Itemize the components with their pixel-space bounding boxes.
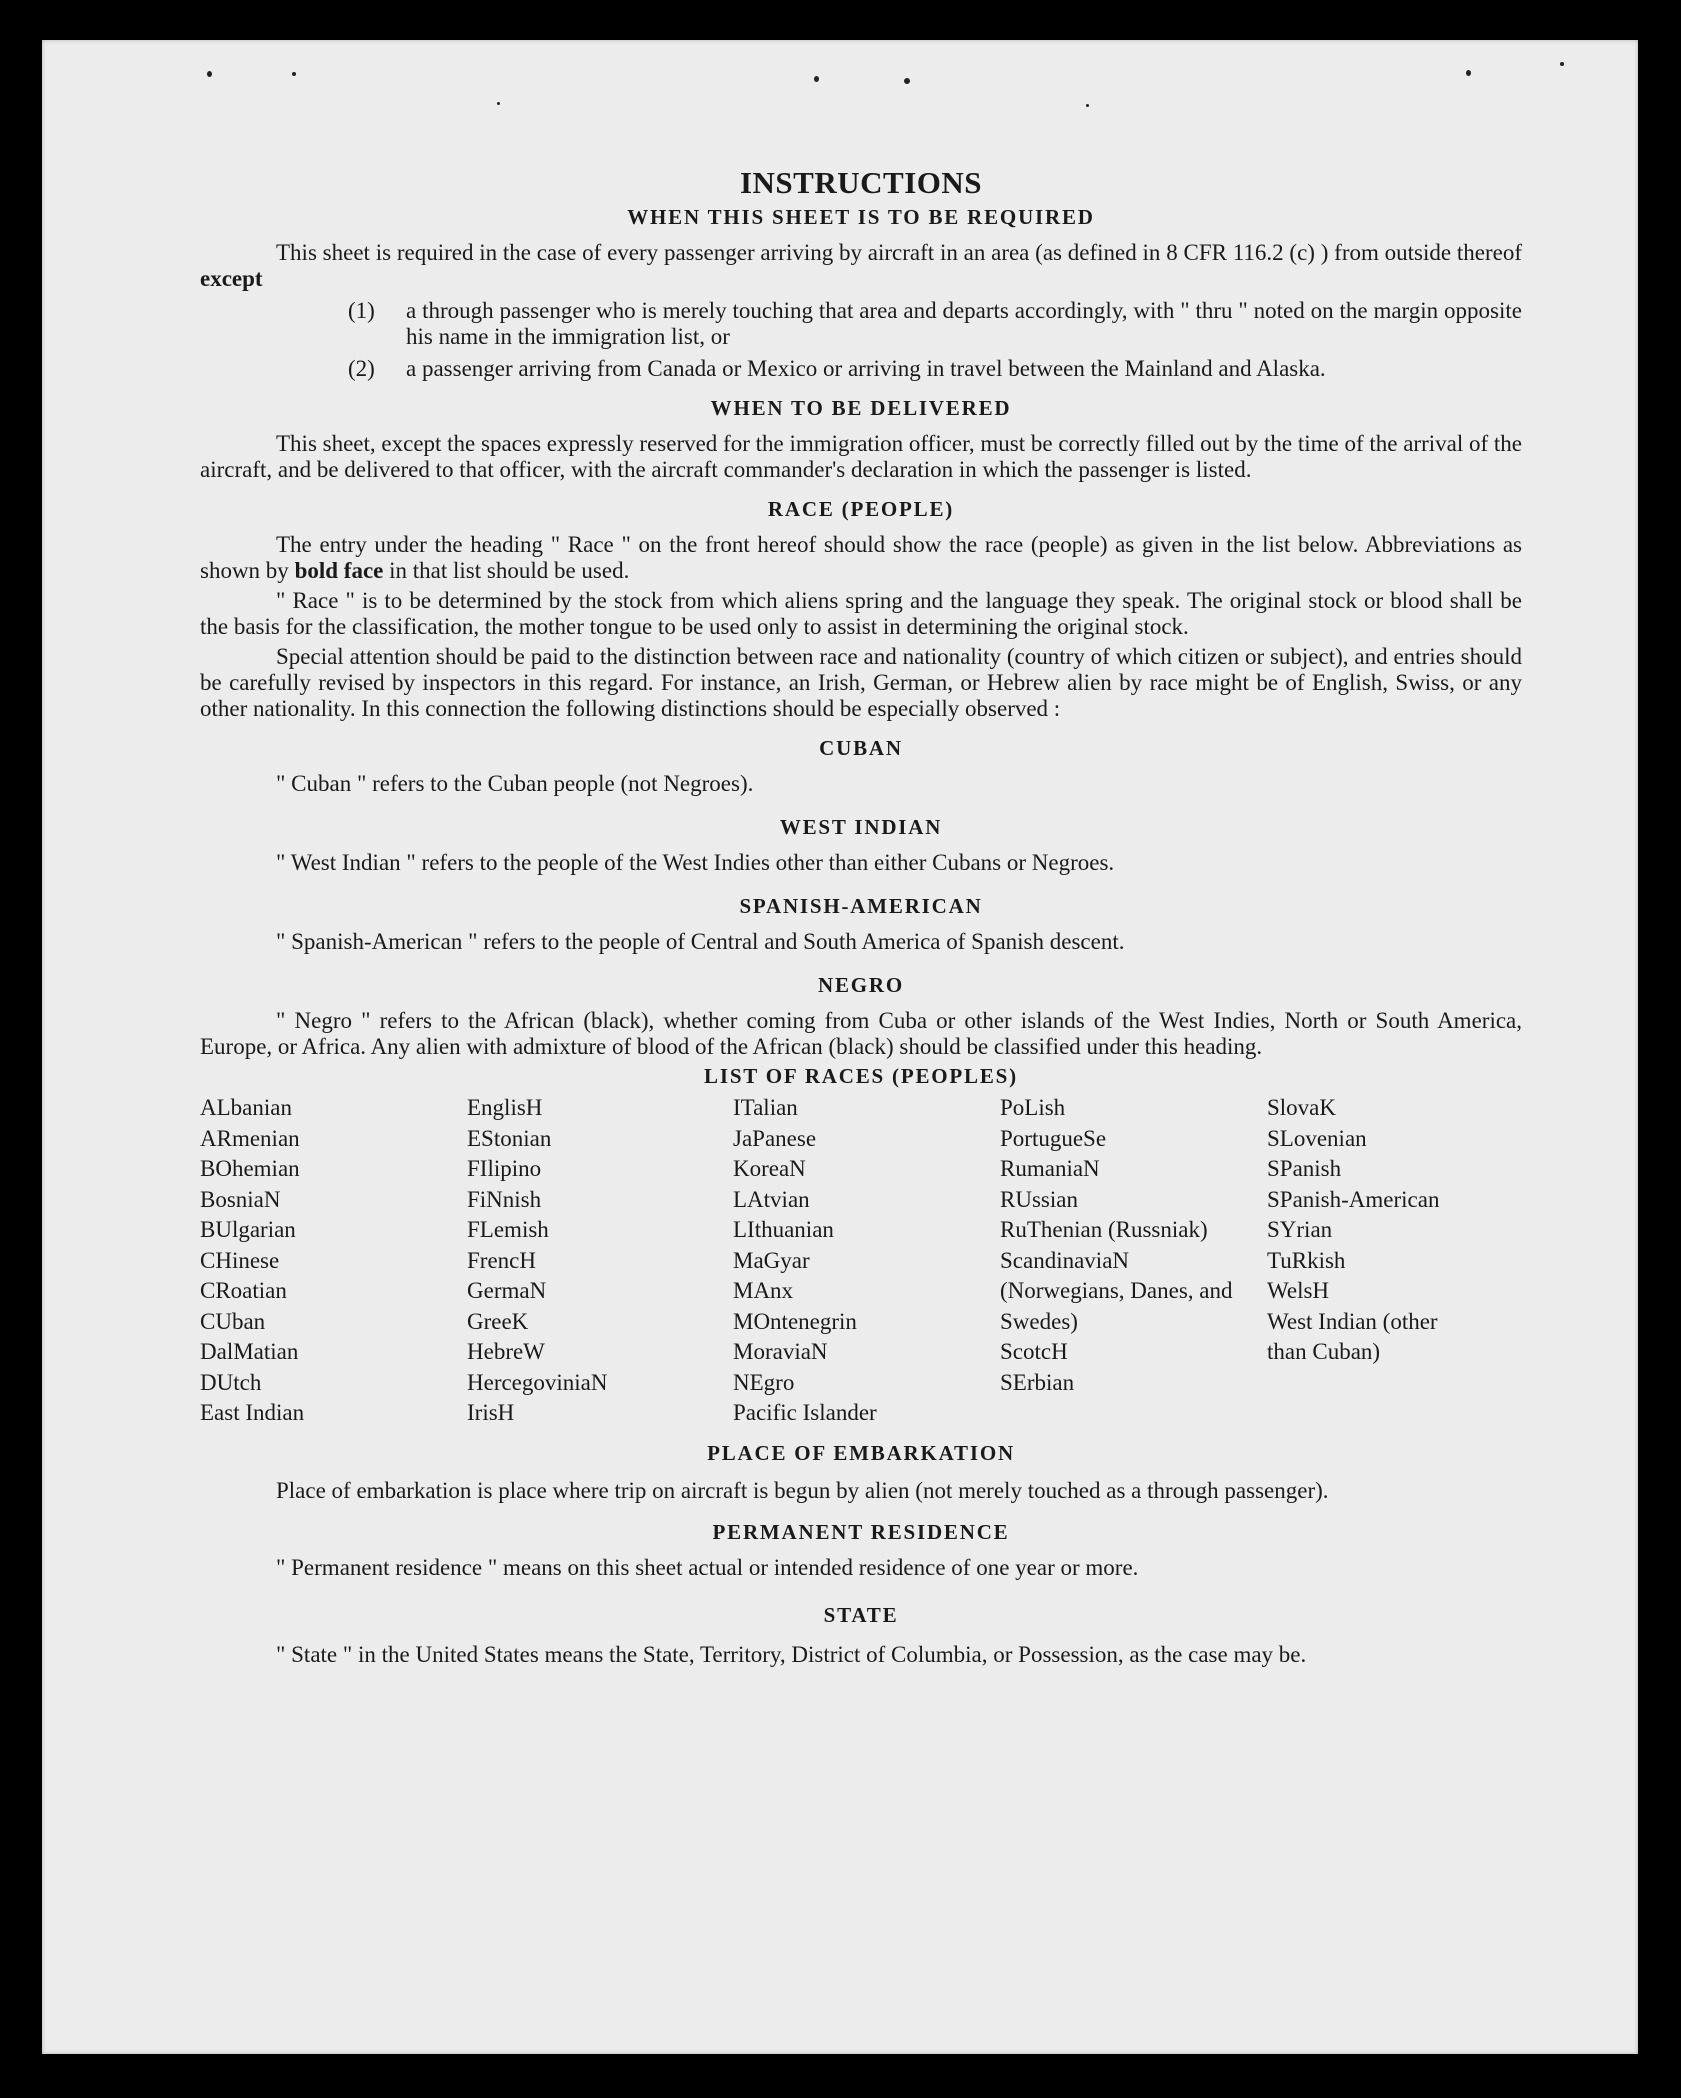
race-entry: IrisH xyxy=(467,1400,515,1425)
race-entry: ITalian xyxy=(733,1095,798,1120)
speck xyxy=(1086,104,1089,107)
when-required-text: This sheet is required in the case of every passenger arriving by aircraft in an area (as defined in 8 CFR 116.2 (c) ) from outside thereof xyxy=(276,240,1522,265)
race-entry: ARmenian xyxy=(200,1125,300,1151)
cuban-heading: CUBAN xyxy=(819,736,903,760)
race-entry: East Indian xyxy=(200,1400,305,1425)
race-entry: MOntenegrin xyxy=(733,1308,857,1334)
negro-heading: NEGRO xyxy=(817,973,904,997)
when-required-heading: WHEN THIS SHEET IS TO BE REQUIRED xyxy=(627,205,1095,229)
instructions-content xyxy=(200,165,1522,1671)
race-entry: GermaN xyxy=(467,1278,547,1303)
embarkation-paragraph: Place of embarkation is place where trip on aircraft is begun by alien (not merely touched as a through passenger). xyxy=(276,1477,1329,1503)
negro-paragraph: " Negro " refers to the African (black), whether coming from Cuba or other islands of the West Indies, North or South America, Europe, or Africa. Any alien with admixture of blood of the African (black) should be classified under this heading. xyxy=(200,1008,1522,1059)
races-table xyxy=(200,1093,1522,1429)
race-entry: SPanish-American xyxy=(1267,1186,1440,1212)
races-column-2 xyxy=(467,1093,733,1429)
spanish-american-heading: SPANISH-AMERICAN xyxy=(739,894,983,918)
race-entry: SYrian xyxy=(1267,1217,1333,1242)
race-entry: Pacific Islander xyxy=(733,1400,877,1425)
races-column-4 xyxy=(1000,1093,1267,1429)
race-entry: PortugueSe xyxy=(1000,1125,1107,1151)
race-entry: LAtvian xyxy=(733,1186,810,1212)
race-entry: MaGyar xyxy=(733,1247,810,1273)
race-entry: FIlipino xyxy=(467,1156,542,1181)
race-entry: FrencH xyxy=(467,1247,536,1273)
race-entry: West Indian (other than Cuban) xyxy=(1267,1308,1438,1364)
speck xyxy=(497,102,500,105)
race-entry: PoLish xyxy=(1000,1095,1066,1120)
race-entry: SlovaK xyxy=(1267,1095,1336,1120)
race-entry: CUban xyxy=(200,1308,266,1334)
spanish-american-paragraph: " Spanish-American " refers to the people of Central and South America of Spanish descent. xyxy=(276,929,1125,954)
exception-item-1 xyxy=(200,298,1522,350)
permanent-residence-heading: PERMANENT RESIDENCE xyxy=(712,1519,1010,1544)
west-indian-paragraph: " West Indian " refers to the people of the West Indies other than either Cubans or Negroes. xyxy=(276,850,1115,875)
race-entry: FLemish xyxy=(467,1217,549,1242)
race-p1-text-a: The entry under the heading " Race " on the front hereof should show the race (people) as given in the list below. Abbreviations as shown by xyxy=(200,532,1522,583)
speck xyxy=(207,71,212,77)
race-entry: BUlgarian xyxy=(200,1217,296,1242)
when-delivered-paragraph: This sheet, except the spaces expressly reserved for the immigration officer, must be correctly filled out by the time of the arrival of the aircraft, and be delivered to that officer, with the aircraft commander's declaration in which the passenger is listed. xyxy=(200,431,1522,482)
race-entry: TuRkish xyxy=(1267,1247,1346,1273)
race-entry: GreeK xyxy=(467,1308,529,1334)
race-paragraph-1 xyxy=(200,532,1522,584)
race-entry: SPanish xyxy=(1267,1156,1342,1181)
race-entry: RUssian xyxy=(1000,1186,1078,1212)
race-paragraph-3: Special attention should be paid to the distinction between race and nationality (country of which citizen or subject), and entries should be carefully revised by inspectors in this regard. For instance, an Irish, German, or Hebrew alien by race might be of English, Swiss, or any other nationality. In this connection the following distinctions should be especially observed : xyxy=(200,644,1522,721)
race-entry: RuThenian (Russniak) xyxy=(1000,1217,1208,1242)
exception-item-2-text: a passenger arriving from Canada or Mexico or arriving in travel between the Mainland and Alaska. xyxy=(406,356,1326,381)
when-delivered-heading: WHEN TO BE DELIVERED xyxy=(710,396,1012,420)
races-column-1 xyxy=(200,1093,467,1429)
race-entry: EStonian xyxy=(467,1125,552,1151)
west-indian-heading: WEST INDIAN xyxy=(779,815,943,839)
race-entry: FiNnish xyxy=(467,1186,542,1212)
race-entry: RumaniaN xyxy=(1000,1156,1100,1181)
races-column-5 xyxy=(1267,1093,1522,1429)
races-column-3 xyxy=(733,1093,1000,1429)
race-entry: SLovenian xyxy=(1267,1125,1367,1151)
speck xyxy=(904,78,910,84)
race-entry: NEgro xyxy=(733,1369,795,1395)
race-entry: KoreaN xyxy=(733,1156,806,1181)
race-p1-text-b: in that list should be used. xyxy=(389,558,630,583)
race-entry: DalMatian xyxy=(200,1339,299,1364)
except-bold: except xyxy=(200,266,263,291)
race-entry: ALbanian xyxy=(200,1095,292,1120)
state-heading: STATE xyxy=(823,1602,899,1627)
cuban-paragraph: " Cuban " refers to the Cuban people (not Negroes). xyxy=(276,771,754,796)
exception-item-1-number: (1) xyxy=(348,298,375,323)
race-entry: DUtch xyxy=(200,1369,262,1395)
speck xyxy=(1560,62,1564,66)
speck xyxy=(292,72,296,76)
race-entry: CRoatian xyxy=(200,1278,287,1303)
race-entry: WelsH xyxy=(1267,1278,1330,1303)
race-entry: LIthuanian xyxy=(733,1217,834,1242)
exception-item-2-number: (2) xyxy=(348,356,375,381)
race-entry: EnglisH xyxy=(467,1095,543,1120)
race-entry: HercegoviniaN xyxy=(467,1369,608,1395)
race-entry: ScotcH xyxy=(1000,1339,1068,1364)
exception-item-2 xyxy=(200,356,1522,382)
speck xyxy=(814,76,819,82)
state-paragraph: " State " in the United States means the State, Territory, District of Columbia, or Possession, as the case may be. xyxy=(276,1641,1307,1667)
embarkation-heading: PLACE OF EMBARKATION xyxy=(707,1440,1015,1465)
race-entry: MAnx xyxy=(733,1278,794,1303)
exception-item-1-text: a through passenger who is merely touching that area and departs accordingly, with " thru " noted on the margin opposite his name in the immigration list, or xyxy=(406,298,1522,349)
race-entry: CHinese xyxy=(200,1247,280,1273)
race-entry: JaPanese xyxy=(733,1125,817,1151)
document-page xyxy=(42,40,1638,2054)
race-entry: BOhemian xyxy=(200,1156,300,1181)
page-title: INSTRUCTIONS xyxy=(739,165,982,200)
race-paragraph-2: " Race " is to be determined by the stock from which aliens spring and the language they speak. The original stock or blood shall be the basis for the classification, the mother tongue to be used only to assist in determining the original stock. xyxy=(200,588,1522,639)
race-heading: RACE (PEOPLE) xyxy=(767,497,955,521)
permanent-residence-paragraph: " Permanent residence " means on this sheet actual or intended residence of one year or more. xyxy=(276,1554,1139,1580)
race-entry: HebreW xyxy=(467,1339,545,1364)
bold-face-text: bold face xyxy=(294,558,384,583)
when-required-paragraph xyxy=(200,240,1522,292)
list-of-races-heading: LIST OF RACES (PEOPLES) xyxy=(704,1064,1018,1088)
race-entry: SErbian xyxy=(1000,1369,1075,1395)
race-entry: BosniaN xyxy=(200,1186,281,1212)
race-entry: ScandinaviaN (Norwegians, Danes, and Swedes) xyxy=(1000,1247,1233,1334)
speck xyxy=(1466,70,1471,76)
race-entry: MoraviaN xyxy=(733,1339,828,1364)
